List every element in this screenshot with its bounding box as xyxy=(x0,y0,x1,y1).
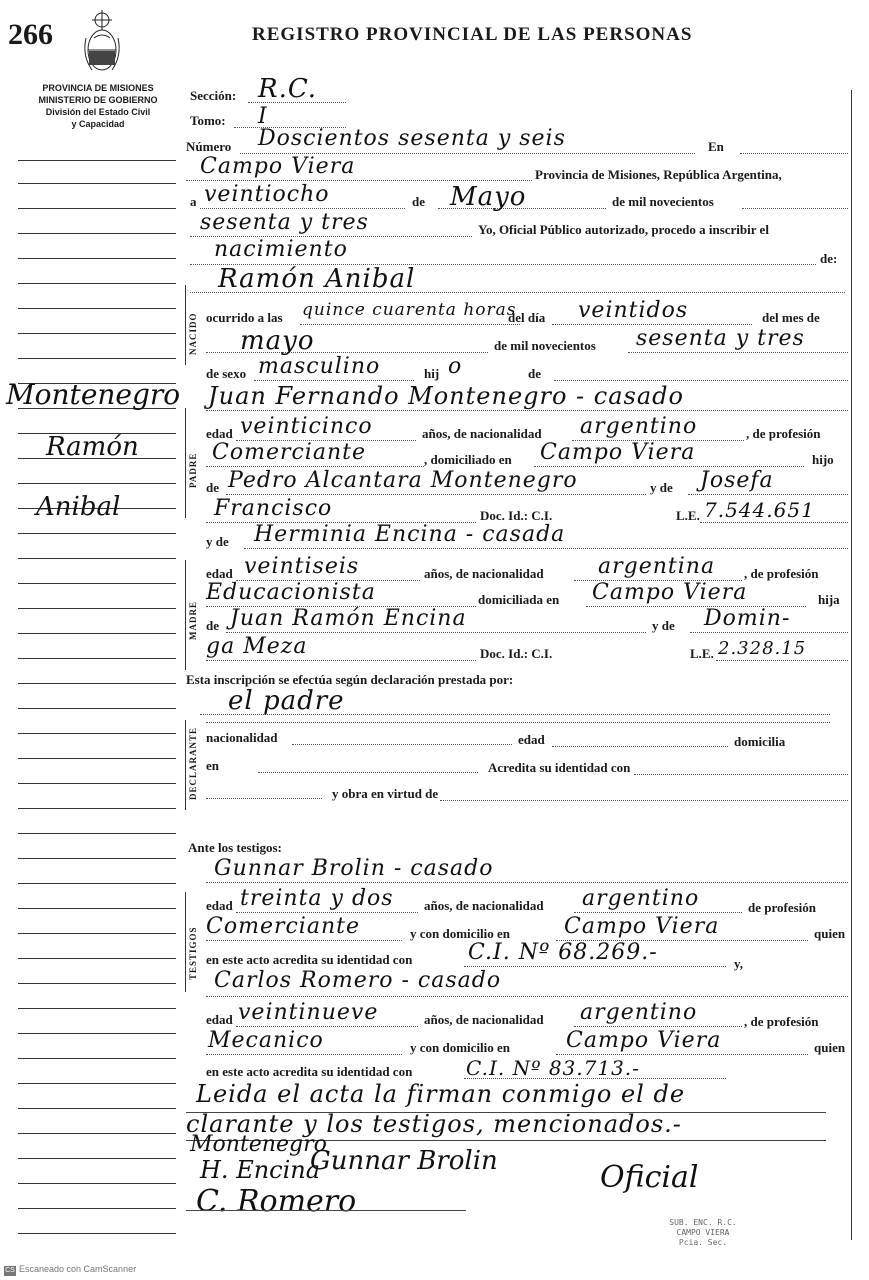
hijo-label: hij xyxy=(424,366,440,381)
father-mother-a: Josefa xyxy=(700,468,774,493)
birth-month-value: mayo xyxy=(240,326,315,356)
w2-anos-nac: años, de nacionalidad xyxy=(424,1012,544,1027)
witness2-doc: C.I. Nº 83.713.- xyxy=(466,1056,640,1080)
hour-value: quince cuarenta horas xyxy=(302,300,517,320)
camscanner-icon: CS xyxy=(5,1267,15,1274)
decl-en: en xyxy=(206,758,219,773)
father-father: Pedro Alcantara Montenegro xyxy=(228,468,578,493)
issuer-line-4: y Capacidad xyxy=(71,119,125,129)
act-value: nacimiento xyxy=(214,237,348,262)
mother-prof: Educacionista xyxy=(206,580,376,605)
page-number: 266 xyxy=(8,18,53,51)
witness1-name: Gunnar Brolin - casado xyxy=(214,856,494,881)
father-doc-id: Doc. Id.: C.I. xyxy=(480,508,553,523)
domiciliada-en: domiciliada en xyxy=(478,592,560,607)
label-nacido: NACIDO xyxy=(188,312,198,355)
signature-officer: Oficial xyxy=(600,1160,699,1195)
stamp-line-1: SUB. ENC. R.C. xyxy=(669,1218,737,1227)
witness2-dom: Campo Viera xyxy=(566,1028,722,1053)
mother-name: Herminia Encina - casada xyxy=(254,522,566,547)
decl-domicilia: domicilia xyxy=(734,734,786,749)
issuer-block xyxy=(18,82,178,130)
de3-label: de xyxy=(206,480,219,495)
right-border xyxy=(851,90,852,1240)
numero-value: Doscientos sesenta y seis xyxy=(258,126,566,151)
closing-line-2: clarante y los testigos, mencionados.- xyxy=(186,1110,682,1138)
domiciliado-en: , domiciliado en xyxy=(424,452,512,467)
witness1-nat: argentino xyxy=(582,886,700,911)
en-label: En xyxy=(708,139,724,154)
mother-le-label: L.E. xyxy=(690,646,714,661)
margin-name-1: Ramón xyxy=(46,432,139,462)
del-mes-de: del mes de xyxy=(762,310,820,325)
signature-declarant: Montenegro xyxy=(190,1132,327,1157)
father-name: Juan Fernando Montenegro - casado xyxy=(208,382,684,410)
ante-testigos: Ante los testigos: xyxy=(188,840,282,855)
mother-de-profesion: , de profesión xyxy=(744,566,819,581)
w2-con-domicilio: y con domicilio en xyxy=(410,1040,511,1055)
w1-edad-label: edad xyxy=(206,898,233,913)
official-stamp xyxy=(658,1218,748,1248)
mother-mother-b: ga Meza xyxy=(206,634,308,659)
year-prefix: de mil novecientos xyxy=(612,194,714,209)
scanner-watermark xyxy=(4,1264,136,1276)
issuer-line-1: PROVINCIA DE MISIONES xyxy=(42,83,154,93)
mother-dom: Campo Viera xyxy=(592,580,748,605)
decl-edad: edad xyxy=(518,732,545,747)
official-text: Yo, Oficial Público autorizado, procedo a inscribir el xyxy=(478,222,769,237)
mother-anos-nac: años, de nacionalidad xyxy=(424,566,544,581)
margin-name-2: Anibal xyxy=(36,492,121,522)
mother-edad-label: edad xyxy=(206,566,233,581)
place-value: Campo Viera xyxy=(200,154,356,179)
child-name: Ramón Anibal xyxy=(218,264,416,294)
w2-edad-label: edad xyxy=(206,1012,233,1027)
mother-doc: 2.328.15 xyxy=(718,638,807,659)
seccion-label: Sección: xyxy=(190,88,237,103)
stamp-line-3: Pcia. Sec. xyxy=(678,1238,728,1247)
document-title: REGISTRO PROVINCIAL DE LAS PERSONAS xyxy=(252,24,693,45)
ocurrido-label: ocurrido a las xyxy=(206,310,283,325)
sex-value: masculino xyxy=(258,354,381,379)
father-de-profesion: , de profesión xyxy=(746,426,821,441)
del-dia: del día xyxy=(508,310,546,325)
closing-line-1: Leida el acta la firman conmigo el de xyxy=(196,1080,686,1108)
seccion-value: R.C. xyxy=(258,74,318,104)
father-nat: argentino xyxy=(580,414,698,439)
section-testigos xyxy=(185,892,186,992)
y-de-label: y de xyxy=(650,480,673,495)
w1-con-domicilio: y con domicilio en xyxy=(410,926,511,941)
numero-label: Número xyxy=(186,139,232,154)
witness2-nat: argentino xyxy=(580,1000,698,1025)
de-label: de xyxy=(412,194,425,209)
hijo2-label: hijo xyxy=(812,452,834,467)
label-declarante: DECLARANTE xyxy=(188,726,198,800)
decl-acredita: Acredita su identidad con xyxy=(488,760,631,775)
father-edad-label: edad xyxy=(206,426,233,441)
section-nacido xyxy=(185,285,186,365)
witness1-age: treinta y dos xyxy=(240,886,394,911)
scanner-note: Escaneado con CamScanner xyxy=(19,1264,137,1274)
signature-witness-1: Gunnar Brolin xyxy=(310,1146,498,1176)
label-testigos: TESTIGOS xyxy=(188,926,198,980)
w1-anos-nac: años, de nacionalidad xyxy=(424,898,544,913)
coat-of-arms xyxy=(80,8,124,76)
witness1-prof: Comerciante xyxy=(206,914,360,939)
decl-nacionalidad: nacionalidad xyxy=(206,730,278,745)
father-mother-b: Francisco xyxy=(214,496,333,521)
provincia-text: Provincia de Misiones, República Argentina, xyxy=(535,167,782,182)
w1-de-profesion: de profesión xyxy=(748,900,817,915)
label-padre: PADRE xyxy=(188,452,198,488)
de-sexo: de sexo xyxy=(206,366,247,381)
signature-witness-2: C. Romero xyxy=(196,1184,357,1219)
witness1-doc: C.I. Nº 68.269.- xyxy=(468,940,658,965)
w2-acredita: en este acto acredita su identidad con xyxy=(206,1064,413,1079)
witness1-dom: Campo Viera xyxy=(564,914,720,939)
de4-label: de xyxy=(206,618,219,633)
issuer-line-2: MINISTERIO DE GOBIERNO xyxy=(38,95,158,105)
day-value: veintiocho xyxy=(204,182,330,207)
birth-day-value: veintidos xyxy=(578,298,689,323)
section-madre xyxy=(185,560,186,670)
stamp-line-2: CAMPO VIERA xyxy=(676,1228,730,1237)
y-de3-label: y de xyxy=(652,618,675,633)
declarant-value: el padre xyxy=(228,686,345,716)
birth-year-value: sesenta y tres xyxy=(636,326,805,351)
mother-age: veintiseis xyxy=(244,554,360,579)
mother-doc-id: Doc. Id.: C.I. xyxy=(480,646,553,661)
signature-mother: H. Encina xyxy=(200,1156,321,1184)
tomo-value: I xyxy=(258,104,268,129)
year-value: sesenta y tres xyxy=(200,210,369,235)
a-label: a xyxy=(190,194,197,209)
father-prof: Comerciante xyxy=(212,440,366,465)
section-declarante xyxy=(185,720,186,810)
de-colon: de: xyxy=(820,251,838,266)
y-de2-label: y de xyxy=(206,534,229,549)
inscripcion-text: Esta inscripción se efectúa según declaración prestada por: xyxy=(186,672,514,687)
father-doc: 7.544.651 xyxy=(704,498,815,522)
w2-de-profesion: , de profesión xyxy=(744,1014,819,1029)
w2-quien: quien xyxy=(814,1040,846,1055)
w1-acredita: en este acto acredita su identidad con xyxy=(206,952,413,967)
witness2-name: Carlos Romero - casado xyxy=(214,968,502,993)
month-value: Mayo xyxy=(450,182,527,212)
father-le-label: L.E. xyxy=(676,508,700,523)
witness2-age: veintinueve xyxy=(238,1000,379,1025)
decl-obra: y obra en virtud de xyxy=(332,786,439,801)
father-dom: Campo Viera xyxy=(540,440,696,465)
de2-label: de xyxy=(528,366,541,381)
mother-nat: argentina xyxy=(598,554,716,579)
label-madre: MADRE xyxy=(188,601,198,640)
witness2-prof: Mecanico xyxy=(208,1028,324,1053)
hija-label: hija xyxy=(818,592,840,607)
mother-mother-a: Domin- xyxy=(704,606,791,631)
w1-quien: quien xyxy=(814,926,846,941)
mother-father: Juan Ramón Encina xyxy=(230,606,467,631)
birth-year-prefix: de mil novecientos xyxy=(494,338,596,353)
father-anos-nac: años, de nacionalidad xyxy=(422,426,542,441)
margin-surname: Montenegro xyxy=(6,378,181,411)
issuer-line-3: División del Estado Civil xyxy=(45,107,151,117)
section-padre xyxy=(185,408,186,518)
hijo-suffix: o xyxy=(448,354,463,379)
w1-y: y, xyxy=(734,956,744,971)
father-age: veinticinco xyxy=(240,414,373,439)
tomo-label: Tomo: xyxy=(190,113,226,128)
